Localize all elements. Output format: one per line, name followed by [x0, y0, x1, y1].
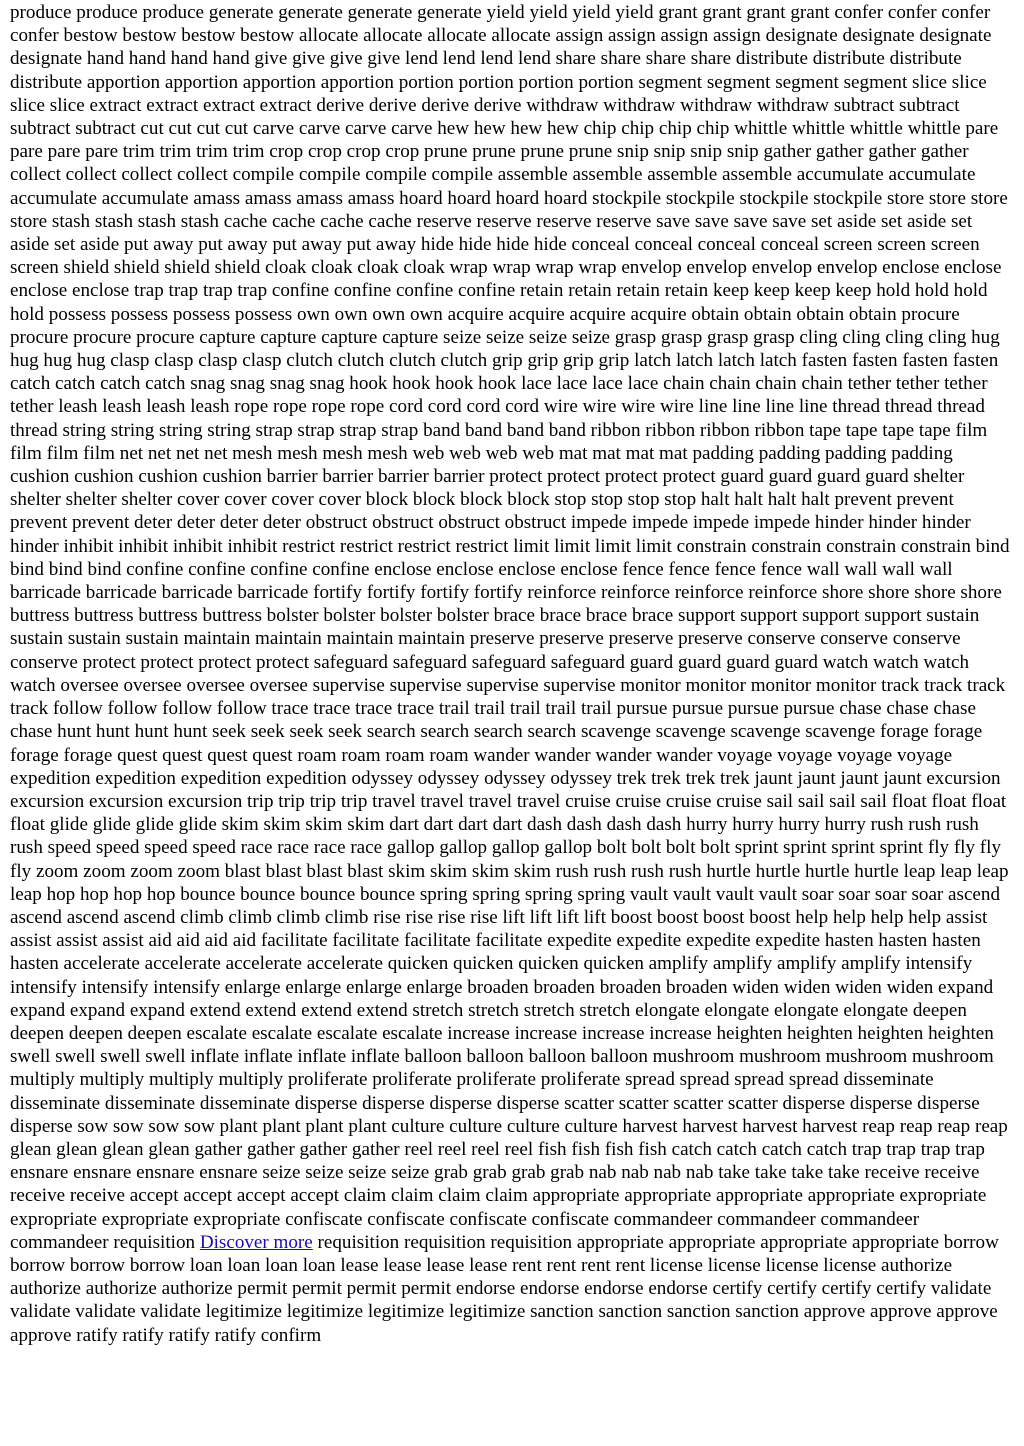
body-text-after-link: requisition requisition requisition appropriate appropriate appropriate appropriate borrow borrow borrow borrow loan loan loan loan lease lease lease lease rent rent rent rent license license license license authorize authorize authorize authorize permit permit permit permit endorse endorse endorse endorse certify certify certify certify validate validate validate validate legitimize legitimize legitimize legitimize sanction sanction sanction sanction approve approve approve approve ratify ratify ratify ratify confirm: [10, 1231, 999, 1346]
body-text-before-link: produce produce produce generate generate generate generate yield yield yield yield grant grant grant grant confer confer confer confer bestow bestow bestow bestow allocate allocate allocate allocate assign assign assign assign designate designate designate designate hand hand hand hand give give give give lend lend lend lend share share share share distribute distribute distribute distribute apportion apportion apportion apportion portion portion portion portion segment segment segment segment slice slice slice slice extract extract extract extract derive derive derive derive withdraw withdraw withdraw withdraw subtract subtract subtract subtract cut cut cut cut carve carve carve carve hew hew hew hew chip chip chip chip whittle whittle whittle whittle pare pare pare pare trim trim trim trim crop crop crop crop prune prune prune prune snip snip snip snip gather gather gather gather collect collect collect collect compile compile compile compile assemble assemble assemble assemble accumulate accumulate accumulate accumulate amass amass amass amass hoard hoard hoard hoard stockpile stockpile stockpile stockpile store store store store stash stash stash stash cache cache cache cache reserve reserve reserve reserve save save save save set aside set aside set aside set aside put away put away put away put away hide hide hide hide conceal conceal conceal conceal screen screen screen screen shield shield shield shield cloak cloak cloak cloak wrap wrap wrap wrap envelop envelop envelop envelop enclose enclose enclose enclose trap trap trap trap confine confine confine confine retain retain retain retain keep keep keep keep hold hold hold hold possess possess possess possess own own own own acquire acquire acquire acquire obtain obtain obtain obtain procure procure procure procure capture capture capture capture seize seize seize seize grasp grasp grasp grasp cling cling cling cling hug hug hug hug clasp clasp clasp clasp clutch clutch clutch clutch grip grip grip grip latch latch latch latch fasten fasten fasten fasten catch catch catch catch snag snag snag snag hook hook hook hook lace lace lace lace chain chain chain chain tether tether tether tether leash leash leash leash rope rope rope rope cord cord cord cord wire wire wire wire line line line line thread thread thread thread string string string string strap strap strap strap band band band band ribbon ribbon ribbon ribbon tape tape tape tape film film film film net net net net mesh mesh mesh mesh web web web web mat mat mat mat padding padding padding padding cushion cushion cushion cushion barrier barrier barrier barrier protect protect protect protect guard guard guard guard shelter shelter shelter shelter cover cover cover cover block block block block stop stop stop stop halt halt halt halt prevent prevent prevent prevent deter deter deter deter obstruct obstruct obstruct obstruct impede impede impede impede hinder hinder hinder hinder inhibit inhibit inhibit inhibit restrict restrict restrict restrict limit limit limit limit constrain constrain constrain constrain bind bind bind bind confine confine confine confine enclose enclose enclose enclose fence fence fence fence wall wall wall wall barricade barricade barricade barricade fortify fortify fortify fortify reinforce reinforce reinforce reinforce shore shore shore shore buttress buttress buttress buttress bolster bolster bolster bolster brace brace brace brace support support support support sustain sustain sustain sustain maintain maintain maintain maintain preserve preserve preserve preserve conserve conserve conserve conserve protect protect protect protect safeguard safeguard safeguard safeguard guard guard guard guard watch watch watch watch oversee oversee oversee oversee supervise supervise supervise supervise monitor monitor monitor monitor track track track track follow follow follow follow trace trace trace trace trail trail trail trail trail pursue pursue pursue pursue chase chase chase chase hunt hunt hunt hunt seek seek seek seek search search search search scavenge scavenge scavenge scavenge forage forage forage forage quest quest quest quest roam roam roam roam wander wander wander wander voyage voyage voyage voyage expedition expedition expedition expedition odyssey odyssey odyssey odyssey trek trek trek trek jaunt jaunt jaunt jaunt excursion excursion excursion excursion trip trip trip trip travel travel travel travel cruise cruise cruise cruise sail sail sail sail float float float float glide glide glide glide skim skim skim skim dart dart dart dart dash dash dash dash hurry hurry hurry hurry rush rush rush rush speed speed speed speed race race race race gallop gallop gallop gallop bolt bolt bolt bolt sprint sprint sprint sprint fly fly fly fly zoom zoom zoom zoom blast blast blast blast skim skim skim skim rush rush rush rush hurtle hurtle hurtle hurtle leap leap leap leap hop hop hop hop bounce bounce bounce bounce spring spring spring spring vault vault vault vault soar soar soar soar ascend ascend ascend ascend climb climb climb climb rise rise rise rise lift lift lift lift boost boost boost boost help help help help assist assist assist assist aid aid aid aid facilitate facilitate facilitate facilitate expedite expedite expedite expedite hasten hasten hasten hasten accelerate accelerate accelerate accelerate quicken quicken quicken quicken amplify amplify amplify amplify intensify intensify intensify intensify enlarge enlarge enlarge enlarge broaden broaden broaden broaden widen widen widen widen expand expand expand expand extend extend extend extend stretch stretch stretch stretch elongate elongate elongate elongate deepen deepen deepen deepen escalate escalate escalate escalate increase increase increase increase heighten heighten heighten heighten swell swell swell swell inflate inflate inflate inflate balloon balloon balloon balloon mushroom mushroom mushroom mushroom multiply multiply multiply multiply proliferate proliferate proliferate proliferate spread spread spread spread disseminate disseminate disseminate disseminate disperse disperse disperse disperse scatter scatter scatter scatter disperse disperse disperse disperse sow sow sow sow plant plant plant plant culture culture culture culture harvest harvest harvest harvest reap reap reap reap glean glean glean glean gather gather gather gather reel reel reel reel fish fish fish fish catch catch catch catch trap trap trap trap ensnare ensnare ensnare ensnare seize seize seize seize grab grab grab grab nab nab nab nab take take take take receive receive receive receive accept accept accept accept claim claim claim claim appropriate appropriate appropriate appropriate expropriate expropriate expropriate expropriate confiscate confiscate confiscate confiscate commandeer commandeer commandeer commandeer requisition: [10, 2, 1010, 1253]
discover-more-link[interactable]: Discover more: [199, 1231, 313, 1253]
